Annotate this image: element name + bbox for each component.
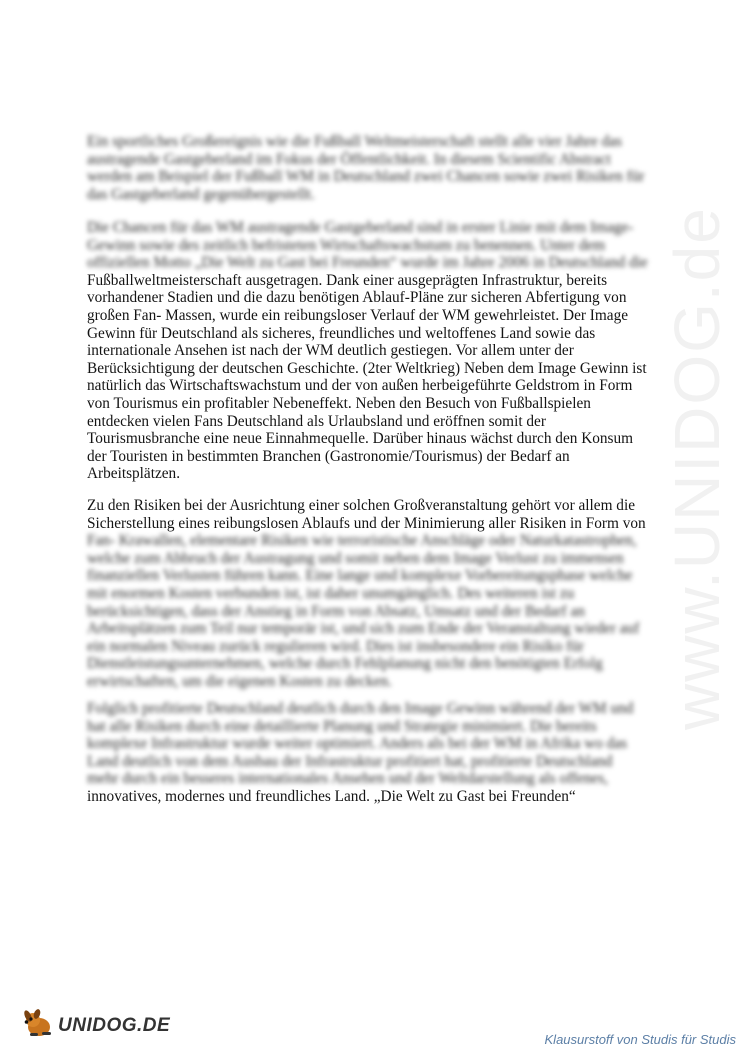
text-line: mehr durch ein besseres internationales Ansehen und der Weltdarstellung als offenes, [87, 770, 609, 788]
text-line: Dienstleistungsunternehmen, welche durch Fehlplanung nicht den benötigten Erfolg [87, 655, 603, 673]
text-line: von Tourismus ein profitabler Nebeneffekt. Neben den Besuch von Fußballspielen [87, 394, 591, 412]
text-line: welche zum Abbruch der Austragung und somit neben dem Image Verlust zu immensen [87, 549, 624, 567]
text-line: finanziellen Verlusten führen kann. Eine lange und komplexe Vorbereitungsphase welche [87, 567, 633, 585]
text-line: Gewinn sowie des zeitlich befristeten Wirtschaftswachstum zu benennen. Unter dem [87, 236, 606, 254]
text-line: werden am Beispiel der Fußball WM in Deutschland zwei Chancen sowie zwei Risiken für [87, 168, 645, 186]
text-line: Die Chancen für das WM austragende Gastgeberland sind in erster Linie mit dem Image- [87, 219, 634, 236]
text-line: hat alle Risiken durch eine detaillierte Planung und Strategie minimiert. Die bereits [87, 717, 597, 735]
text-line: der Touristen in bestimmten Branchen (Gastronomie/Tourismus) der Bedarf an [87, 447, 570, 465]
text-line: natürlich das Wirtschaftswachstum und der von außen herbeigeführte Geldstrom in Form [87, 377, 633, 395]
text-line: großen Fan- Massen, wurde ein reibungsloser Verlauf der WM gewehrleistet. Der Image [87, 306, 629, 324]
text-line: Land deutlich von dem Ausbau der Infrastruktur profitiert hat, profitierte Deutschland [87, 752, 613, 770]
text-line: Zu den Risiken bei der Ausrichtung einer solchen Großveranstaltung gehört vor allem die [87, 497, 635, 514]
paragraph-intro [87, 133, 672, 203]
text-line: austragende Gastgeberland im Fokus der Öffentlichkeit. In diesem Scientific Abstract [87, 150, 611, 168]
text-line: berücksichtigen, dass der Anstieg in Form von Absatz, Umsatz und der Bedarf an [87, 602, 585, 620]
text-line: Tourismusbranche eine neue Einnahmequelle. Darüber hinaus wächst durch den Konsum [87, 430, 634, 448]
text-line: Fan- Krawallen, elementare Risiken wie terroristische Anschläge oder Naturkatastrophen, [87, 532, 637, 550]
dog-icon [22, 1008, 56, 1043]
text-line: Folglich profitierte Deutschland deutlich durch den Image Gewinn während der WM und [87, 700, 634, 717]
text-line: Arbeitsplätzen zum Teil nur temporär ist, und sich zum Ende der Veranstaltung wieder auf [87, 620, 640, 638]
paragraph-conclusion [87, 700, 672, 806]
footer-tagline: Klausurstoff von Studis für Studis [544, 1032, 736, 1047]
text-line: ein normalen Niveau zurück regulieren wird. Dies ist insbesondere ein Risiko für [87, 637, 585, 655]
text-line: Fußballweltmeisterschaft ausgetragen. Dank einer ausgeprägten Infrastruktur, bereits [87, 271, 608, 289]
page-footer [0, 1000, 750, 1060]
text-line: offiziellen Motto „Die Welt zu Gast bei Freunden“ wurde im Jahre 2006 in Deutschland die [87, 254, 648, 272]
unidog-logo[interactable] [22, 1008, 170, 1043]
text-line: Arbeitsplätzen. [87, 465, 181, 483]
paragraph-risks [87, 497, 672, 691]
text-line: komplexe Infrastruktur wurde weiter optimiert. Anders als bei der WM in Afrika wo das [87, 735, 628, 753]
text-line: entdecken vielen Fans Deutschland als Urlaubsland und eröffnen somit der [87, 412, 546, 430]
text-line: Ein sportliches Großereignis wie die Fußball Weltmeisterschaft stellt alle vier Jahre das [87, 133, 623, 150]
text-line: Berücksichtigung der deutschen Geschichte. (2ter Weltkrieg) Neben dem Image Gewinn ist [87, 359, 647, 377]
text-line: das Gastgeberland gegenübergestellt. [87, 185, 315, 203]
text-line: innovatives, modernes und freundliches Land. „Die Welt zu Gast bei Freunden“ [87, 787, 576, 805]
text-line: erwirtschaften, um die eigenen Kosten zu decken. [87, 672, 392, 690]
text-line: mit enormen Kosten verbunden ist, ist daher unumgänglich. Des weiteren ist zu [87, 584, 575, 602]
watermark: www.UNIDOG.de [661, 206, 733, 730]
text-line: vorhandener Stadien und die dazu benötigen Ablauf-Pläne zur sicheren Abfertigung von [87, 289, 627, 307]
text-line: Sicherstellung eines reibungslosen Ablaufs und der Minimierung aller Risiken in Form von [87, 514, 646, 532]
text-line: Gewinn für Deutschland als sicheres, freundliches und weltoffenes Land sowie das [87, 324, 596, 342]
paragraph-chances [87, 219, 672, 483]
text-line: internationale Ansehen ist nach der WM deutlich gestiegen. Vor allem unter der [87, 342, 574, 360]
logo-text: UNIDOG.DE [58, 1014, 171, 1036]
